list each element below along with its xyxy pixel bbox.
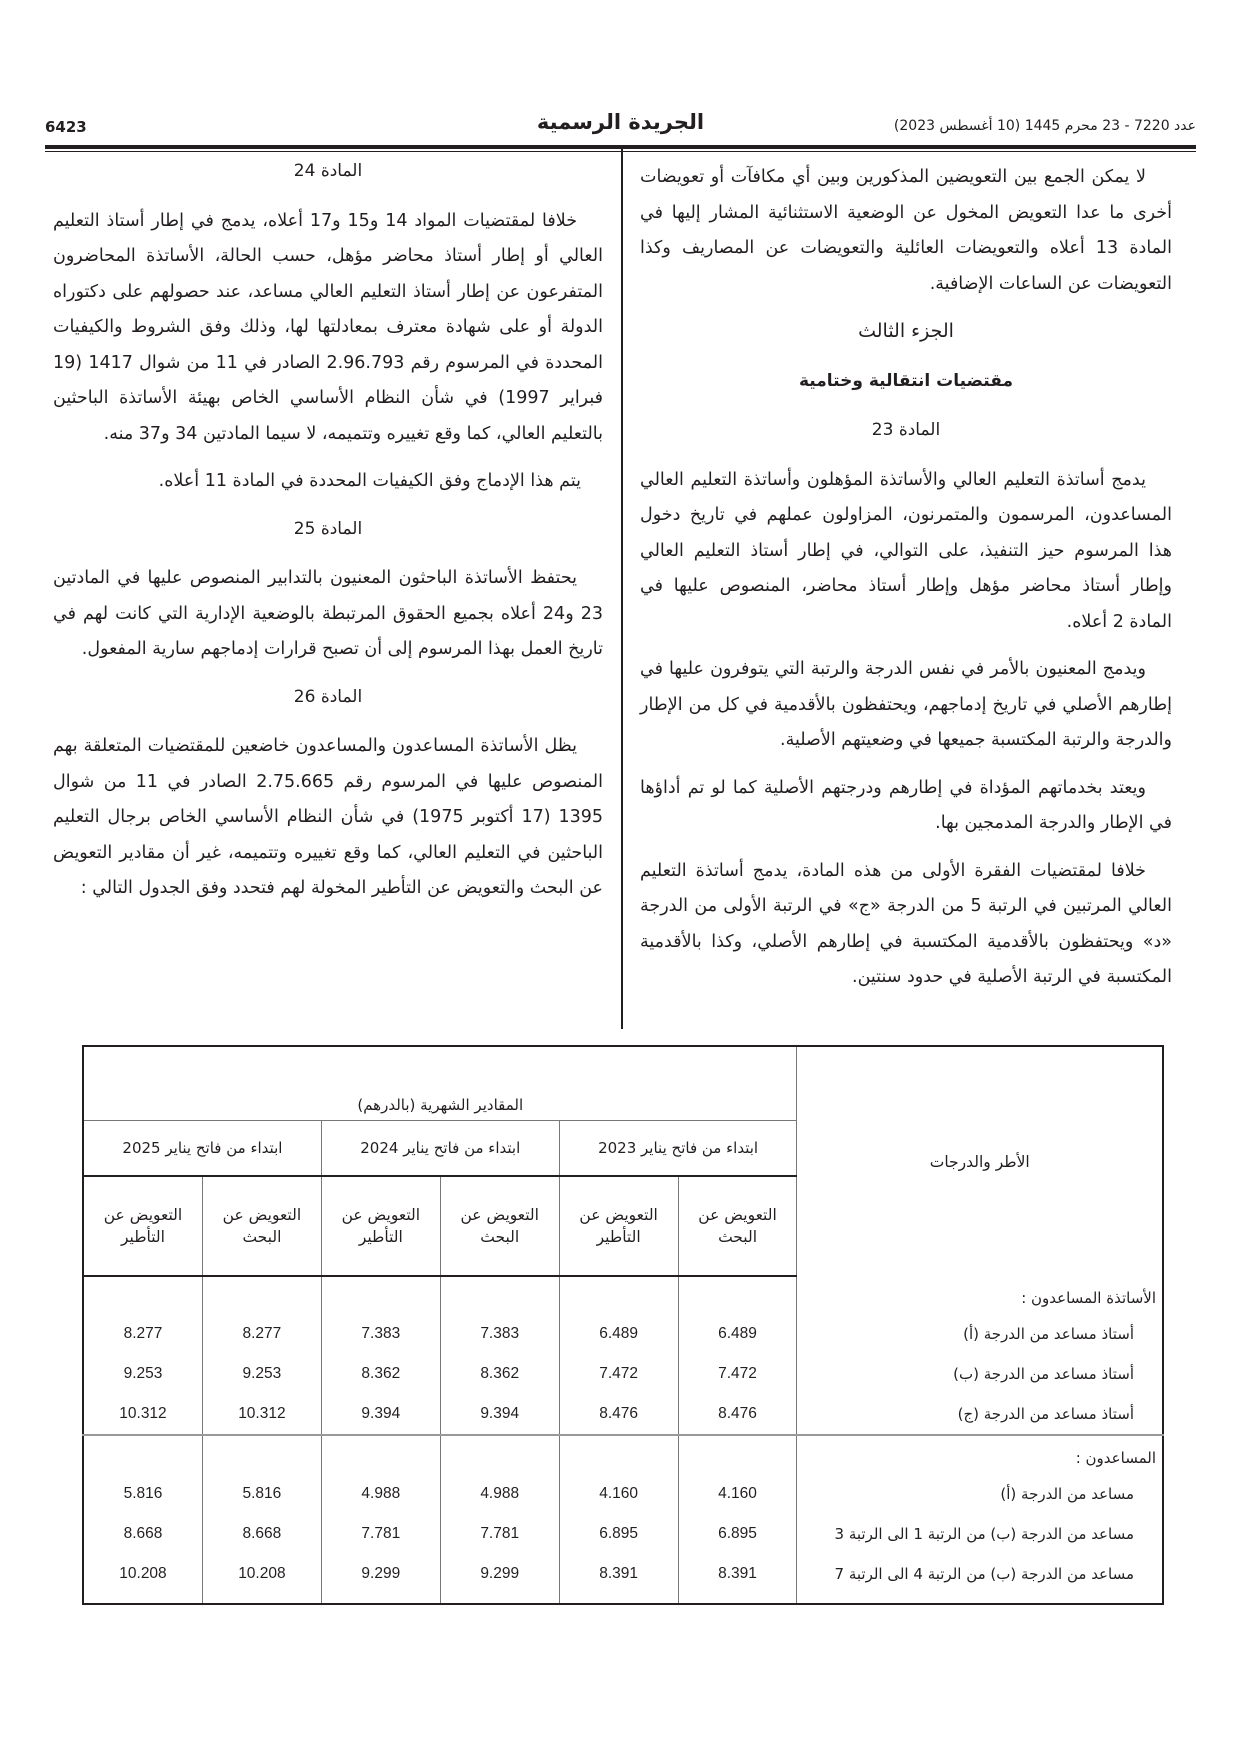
paragraph: يدمج أساتذة التعليم العالي والأساتذة المؤهلون وأساتذة التعليم العالي المساعدون، المرسمون والمتمرنون، المزاولون عملهم في تاريخ دخول هذا المرسوم حيز التنفيذ، على التوالي، في إطار أستاذ التعليم العالي وإطار أستاذ محاضر مؤهل وإطار أستاذ محاضر، المنصوص عليها في المادة 2 أعلاه. [640, 469, 1172, 632]
left-column [53, 160, 603, 919]
grade-label: أستاذ مساعد من الدرجة (أ) [797, 1314, 1163, 1354]
paragraph: خلافا لمقتضيات المواد 14 و15 و17 أعلاه، يدمج في إطار أستاذ التعليم العالي أو إطار أستاذ محاضر مؤهل، حسب الحالة، الأساتذة المحاضرون المتفرعون عن إطار أستاذ التعليم العالي مساعد، عند حصولهم على دكتوراه الدولة أو على شهادة معترف بمعادلتها لها، وذلك وفق الشروط والكيفيات المحددة في المرسوم رقم 2.96.793 الصادر في 11 من شوال 1417 (19 فبراير 1997) في شأن النظام الأساسي الخاص بهيئة الأساتذة الباحثين بالتعليم العالي، كما وقع تغييره وتتميمه، لا سيما المادتين 34 و37 منه. [53, 210, 603, 444]
label-column-header: الأطر والدرجات [797, 1046, 1163, 1276]
value-cell: 4.988 [440, 1474, 559, 1514]
value-cell: 7.781 [440, 1514, 559, 1554]
table-row [83, 1514, 1163, 1554]
value-cell: 6.895 [678, 1514, 797, 1554]
paragraph: ويدمج المعنيون بالأمر في نفس الدرجة والرتبة التي يتوفرون عليها في إطارهم الأصلي في تاريخ إدماجهم، ويحتفظون بالأقدمية في كل من الإطار والدرجة والرتبة المكتسبة جميعها في وضعيتهم الأصلية. [640, 659, 1172, 750]
part-subtitle: مقتضيات انتقالية وختامية [798, 370, 1013, 391]
grade-label: مساعد من الدرجة (أ) [797, 1474, 1163, 1514]
value-cell: 9.394 [321, 1394, 440, 1435]
group-label: المساعدون : [797, 1435, 1163, 1474]
value-cell: 10.312 [202, 1394, 321, 1435]
paragraph: لا يمكن الجمع بين التعويضين المذكورين وبين أي مكافآت أو تعويضات أخرى ما عدا التعويض المخول عن الوضعية الاستثنائية المشار إليها في المادة 13 أعلاه والتعويضات العائلية والتعويضات عن المصاريف وكذا التعويضات عن الساعات الإضافية. [640, 167, 1172, 294]
value-cell: 4.160 [559, 1474, 678, 1514]
allowance-table [82, 1045, 1164, 1605]
table-row [83, 1394, 1163, 1435]
article-24-title: المادة 24 [293, 161, 363, 181]
grade-label: مساعد من الدرجة (ب) من الرتبة 4 الى الرتبة 7 [797, 1554, 1163, 1604]
value-cell: 6.895 [559, 1514, 678, 1554]
sub-header-supervision: التعويض عن التأطير [559, 1176, 678, 1276]
issue-info: عدد 7220 - 23 محرم 1445 (10 أغسطس 2023) [893, 118, 1196, 134]
table-row [83, 1554, 1163, 1604]
value-cell: 5.816 [83, 1474, 202, 1514]
monthly-amounts-header: المقادير الشهرية (بالدرهم) [83, 1046, 797, 1121]
value-cell: 7.383 [440, 1314, 559, 1354]
value-cell: 4.988 [321, 1474, 440, 1514]
article-25-title: المادة 25 [293, 518, 363, 539]
article-26-title: المادة 26 [293, 686, 363, 707]
value-cell: 7.383 [321, 1314, 440, 1354]
value-cell: 9.253 [202, 1354, 321, 1394]
right-column [640, 160, 1172, 1008]
sub-header-research: التعويض عن البحث [440, 1176, 559, 1276]
value-cell: 8.476 [559, 1394, 678, 1435]
sub-header-research: التعويض عن البحث [202, 1176, 321, 1276]
value-cell: 9.299 [440, 1554, 559, 1604]
value-cell: 8.362 [321, 1354, 440, 1394]
page-header [45, 108, 1196, 140]
value-cell: 8.668 [202, 1514, 321, 1554]
group-label: الأساتذة المساعدون : [797, 1276, 1163, 1314]
value-cell: 8.362 [440, 1354, 559, 1394]
grade-label: أستاذ مساعد من الدرجة (ب) [797, 1354, 1163, 1394]
sub-header-research: التعويض عن البحث [678, 1176, 797, 1276]
paragraph: يحتفظ الأساتذة الباحثون المعنيون بالتدابير المنصوص عليها في المادتين 23 و24 أعلاه بجميع الحقوق المرتبطة بالوضعية الإدارية التي كانت لهم في تاريخ العمل بهذا المرسوم إلى أن تصبح قرارات إدماجهم سارية المفعول. [53, 568, 603, 659]
value-cell: 6.489 [559, 1314, 678, 1354]
value-cell: 8.476 [678, 1394, 797, 1435]
value-cell: 7.472 [559, 1354, 678, 1394]
value-cell: 8.277 [202, 1314, 321, 1354]
table-row [83, 1314, 1163, 1354]
year-header-2024: ابتداء من فاتح يناير 2024 [321, 1121, 559, 1177]
publication-title: الجريدة الرسمية [536, 110, 705, 134]
sub-header-supervision: التعويض عن التأطير [321, 1176, 440, 1276]
value-cell: 8.391 [678, 1554, 797, 1604]
paragraph: يظل الأساتذة المساعدون والمساعدون خاضعين للمقتضيات المتعلقة بهم المنصوص عليها في المرسوم رقم 2.75.665 الصادر في 11 من شوال 1395 (17 أكتوبر 1975) في شأن النظام الأساسي الخاص برجال التعليم الباحثين في التعليم العالي، كما وقع تغييره وتتميمه، غير أن مقادير التعويض عن البحث والتعويض عن التأطير المخولة لهم فتحدد وفق الجدول التالي : [53, 736, 604, 898]
value-cell: 5.816 [202, 1474, 321, 1514]
grade-label: أستاذ مساعد من الدرجة (ج) [797, 1394, 1163, 1435]
paragraph: خلافا لمقتضيات الفقرة الأولى من هذه المادة، يدمج أساتذة التعليم العالي المرتبين في الرتبة 5 من الدرجة «ج» في الرتبة الأولى من الدرجة «د» ويحتفظون بالأقدمية المكتسبة في إطارهم الأصلي، وكذا بالأقدمية المكتسبة في الرتبة الأصلية في حدود سنتين. [640, 860, 1172, 987]
table-row [83, 1474, 1163, 1514]
value-cell: 8.277 [83, 1314, 202, 1354]
table-row [83, 1354, 1163, 1394]
value-cell: 7.472 [678, 1354, 797, 1394]
allowance-table-wrapper [82, 1045, 1164, 1605]
article-23-title: المادة 23 [871, 420, 941, 440]
column-divider [621, 149, 623, 1029]
value-cell: 6.489 [678, 1314, 797, 1354]
value-cell: 10.208 [83, 1554, 202, 1604]
value-cell: 10.312 [83, 1394, 202, 1435]
value-cell: 9.299 [321, 1554, 440, 1604]
value-cell: 8.668 [83, 1514, 202, 1554]
year-header-2023: ابتداء من فاتح يناير 2023 [559, 1121, 797, 1177]
sub-header-supervision: التعويض عن التأطير [83, 1176, 202, 1276]
value-cell: 4.160 [678, 1474, 797, 1514]
value-cell: 9.394 [440, 1394, 559, 1435]
page-number: 6423 [45, 118, 87, 136]
value-cell: 8.391 [559, 1554, 678, 1604]
grade-label: مساعد من الدرجة (ب) من الرتبة 1 الى الرتبة 3 [797, 1514, 1163, 1554]
paragraph: ويعتد بخدماتهم المؤداة في إطارهم ودرجتهم الأصلية كما لو تم أداؤها في الإطار والدرجة المدمجين بها. [640, 777, 1172, 833]
part-title: الجزء الثالث [858, 320, 954, 342]
value-cell: 10.208 [202, 1554, 321, 1604]
value-cell: 9.253 [83, 1354, 202, 1394]
year-header-2025: ابتداء من فاتح يناير 2025 [83, 1121, 321, 1177]
value-cell: 7.781 [321, 1514, 440, 1554]
paragraph: يتم هذا الإدماج وفق الكيفيات المحددة في المادة 11 أعلاه. [158, 471, 581, 491]
